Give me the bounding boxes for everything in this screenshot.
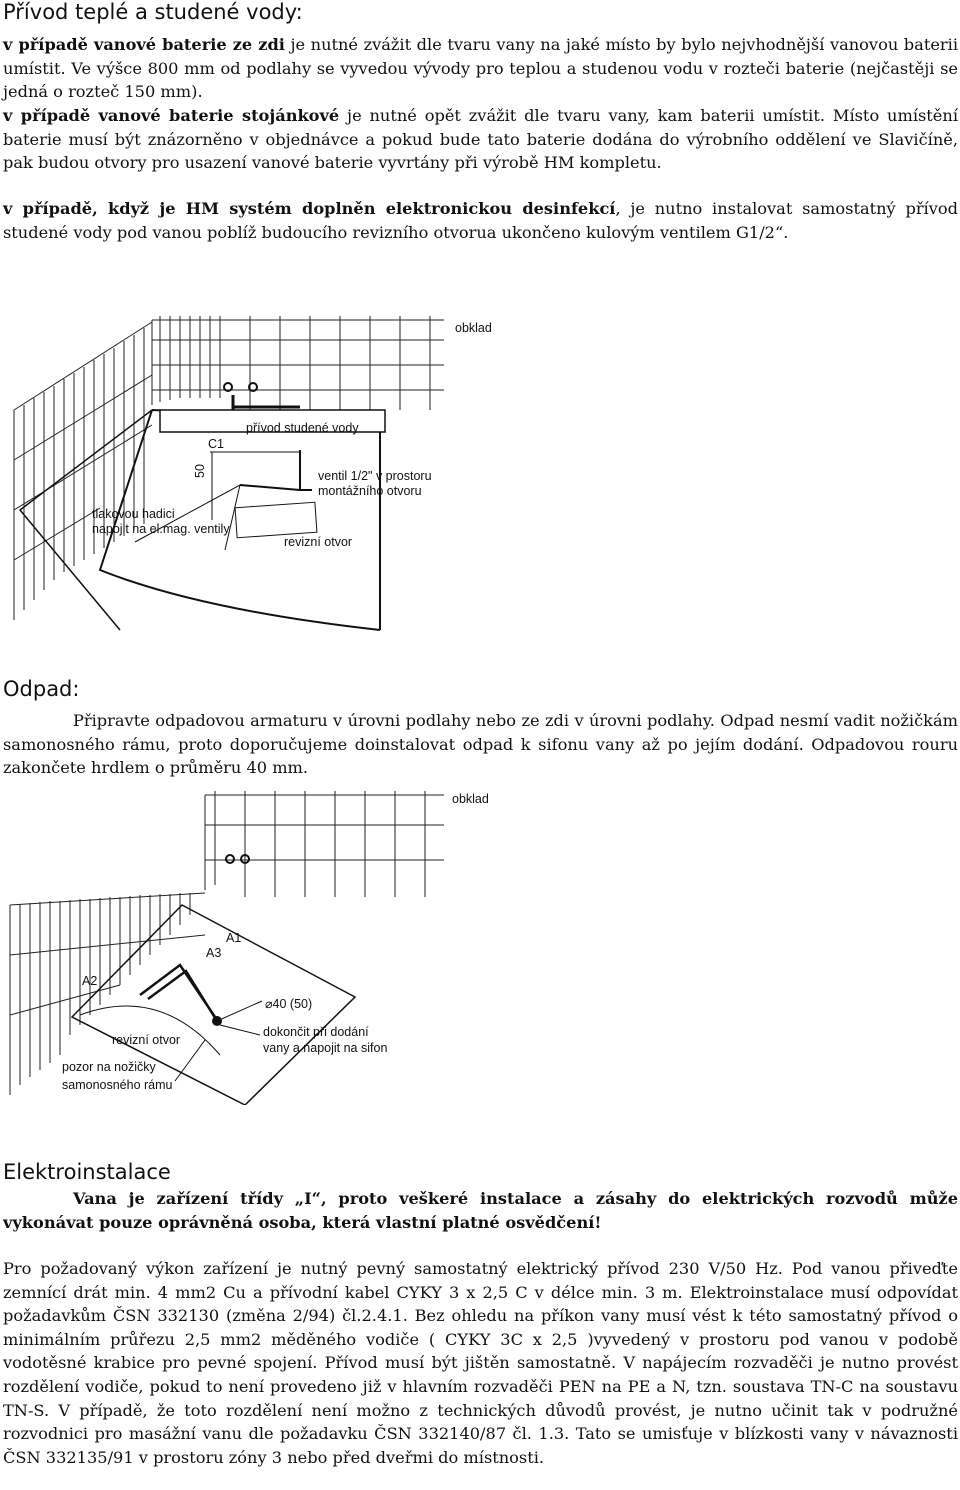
paragraph-wall-mixer: [3, 33, 958, 104]
cold-water-pipe: [300, 450, 312, 490]
text-wall-mixer: je nutné zvážit dle tvaru vany na jaké místo by bylo nejvhodnější vanovou baterii umístit. Ve výšce 800 mm od podlahy se vyvedou vývody pro teplou a studenou vodu v rozteči baterie (nejčastěji se jedná o rozteč 150 mm).: [3, 35, 958, 102]
bathtub-plan: [72, 905, 355, 1105]
label-finish-line2: vany a napojit na sifon: [263, 1041, 388, 1055]
label-hose-line2: napojit na el.mag. ventily: [92, 522, 230, 536]
label-obklad-1: obklad: [455, 321, 492, 335]
label-c1: C1: [208, 437, 224, 451]
label-inspection-opening-2: revizní otvor: [112, 1033, 181, 1047]
paragraph-electrical-warning: Vana je zařízení třídy „I“, proto veškeré instalace a zásahy do elektrických rozvodů může vykonávat pouze oprávněná osoba, která vlastní platné osvědčení!: [3, 1189, 958, 1232]
inspection-opening: [235, 502, 317, 538]
figure-drain-diagram: [0, 785, 520, 1105]
paragraph-deck-mixer: [3, 104, 958, 175]
label-valve-line1: ventil 1/2" v prostoru: [318, 469, 432, 483]
cold-water-pipe-top: [233, 395, 300, 410]
label-diameter: ⌀40 (50): [265, 997, 313, 1011]
heading-electrical: Elektroinstalace: [3, 1160, 171, 1184]
leader-lines-2: [175, 1001, 262, 1081]
label-a2: A2: [82, 974, 98, 988]
heading-water-supply: Přívod teplé a studené vody:: [3, 0, 303, 24]
paragraph-electrical-requirements: Pro požadovaný výkon zařízení je nutný pevný samostatný elektrický přívod 230 V/50 Hz. Pod vanou přiveďte zemnící drát min. 4 mm2 Cu a přívodní kabel CYKY 3 x 2,5 C v délce min. 3 m. Elektroinstalace musí odpovídat požadavkům ČSN 332130 (změna 2/94) čl.2.4.1. Bez ohledu na příkon vany musí vést k této samostatný přívod o minimálním průřezu 2,5 mm2 měděného vodiče ( CYKY 3C x 2,5 )vyvedený v prostoru pod vanou v podobě vodotěsné krabice pro pevné spojení. Přívod musí být jištěn samostatně. V napájecím rozvaděči je nutno provést rozdělení vodiče, pokud to není provedeno již v hlavním rozvaděči PEN na PE a N, tzn. soustava TN-C na soustavu TN-S. V případě, že toto rozdělení není možno z technických důvodů provést, je nutno učinit tak v podružné rozvodnici pro masážní vanu dle požadavku ČSN 332140/87 čl. 1.3. Tato se umisťuje v blízkosti vany v návaznosti ČSN 332135/91 v prostoru zóny 3 nebo před dveřmi do místnosti.: [3, 1259, 958, 1467]
label-a3: A3: [206, 946, 222, 960]
label-obklad-2: obklad: [452, 792, 489, 806]
figure-water-supply-diagram: [0, 310, 520, 635]
label-a1: A1: [226, 931, 242, 945]
label-dimension-50: 50: [193, 464, 207, 478]
bold-lead-deck-mixer: v případě vanové baterie stojánkové: [3, 106, 340, 125]
label-hose-line1: tlakovou hadici: [92, 507, 175, 521]
bold-lead-wall-mixer: v případě vanové baterie ze zdi: [3, 35, 285, 54]
paragraph-disinfection: [3, 197, 958, 244]
text-deck-mixer: je nutné opět zvážit dle tvaru vany, kam baterii umístit. Místo umístění baterie musí být znázorněno v objednávce a pokud bude tato baterie dodána do výrobního oddělení ve Slavičíně, pak budou otvory pro usazení vanové baterie vyvrtány při výrobě HM kompletu.: [3, 106, 958, 173]
label-caution-line1: pozor na nožičky: [62, 1060, 156, 1074]
text-disinfection: , je nutno instalovat samostatný přívod studené vody pod vanou poblíž budoucího revizního otvorua ukončeno kulovým ventilem G1/2“.: [3, 199, 958, 242]
paragraph-drain: Připravte odpadovou armaturu v úrovni podlahy nebo ze zdi v úrovni podlahy. Odpad nesmí vadit nožičkám samonosného rámu, proto doporučujeme doinstalovat odpad k sifonu vany až po jejím dodání. Odpadovou rouru zakončete hrdlem o průměru 40 mm.: [3, 711, 958, 778]
outlet-left: [226, 855, 234, 863]
label-caution-line2: samonosného rámu: [62, 1078, 173, 1092]
label-cold-water-supply: přívod studené vody: [246, 421, 359, 435]
heading-drain: Odpad:: [3, 677, 80, 701]
label-finish-line1: dokončit při dodání: [263, 1025, 369, 1039]
label-valve-line2: montážního otvoru: [318, 484, 422, 498]
drain-pipe: [140, 965, 217, 1021]
hose-line: [240, 485, 300, 490]
bold-lead-disinfection: v případě, když je HM systém doplněn elektronickou desinfekcí: [3, 199, 616, 218]
label-inspection-opening-1: revizní otvor: [284, 535, 353, 549]
